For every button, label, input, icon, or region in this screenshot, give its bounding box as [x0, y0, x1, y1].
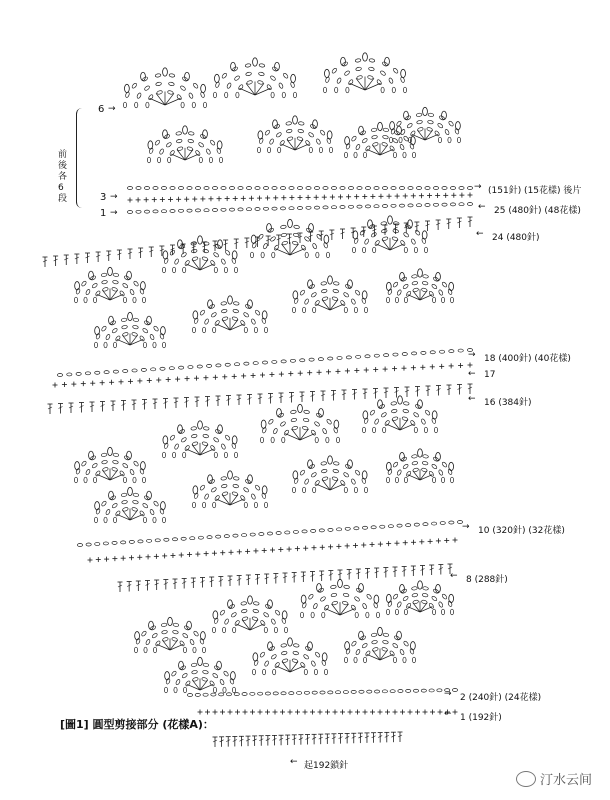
arrow-left-3: → [110, 192, 118, 202]
label-8: 8 (288針) [466, 575, 508, 585]
arrow-1: ← [444, 709, 452, 719]
watermark [516, 769, 592, 788]
label-25: 25 (480針) (48花樣) [494, 206, 581, 216]
label-18: 18 (400針) (40花樣) [484, 354, 571, 364]
side-note: 前後各6段 [58, 150, 68, 204]
rows-brace [76, 108, 85, 208]
arrow-17: ← [468, 369, 476, 379]
label-2: 2 (240針) (24花樣) [460, 693, 542, 703]
arrow-24: ← [476, 229, 484, 239]
start-chain-label: 起192鎖針 [304, 761, 349, 771]
left-label-1: 1 [100, 208, 107, 219]
figure-caption: [圖1] 圓型剪接部分 (花樣A)： [60, 718, 214, 731]
arrow-25: ← [478, 202, 486, 212]
arrow-16: ← [468, 394, 476, 404]
left-label-3: 3 [100, 192, 107, 203]
watermark-text: 汀水云间 [539, 773, 592, 788]
label-1: 1 (192針) [460, 713, 502, 723]
start-arrow: ← [290, 757, 298, 767]
arrow-151: → [474, 182, 482, 192]
label-10: 10 (320針) (32花樣) [478, 526, 565, 536]
arrow-8: ← [450, 571, 458, 581]
arrow-left-6: → [108, 104, 116, 114]
arrow-left-1: → [110, 208, 118, 218]
label-24: 24 (480針) [492, 233, 540, 243]
label-16: 16 (384針) [484, 398, 532, 408]
arrow-10: → [462, 522, 470, 532]
arrow-2: → [444, 689, 452, 699]
arrow-18: → [468, 350, 476, 360]
label-17: 17 [484, 370, 496, 380]
left-label-6: 6 [98, 104, 105, 115]
wechat-icon [516, 771, 536, 787]
label-151: (151針) (15花樣) 後片 [488, 186, 582, 196]
